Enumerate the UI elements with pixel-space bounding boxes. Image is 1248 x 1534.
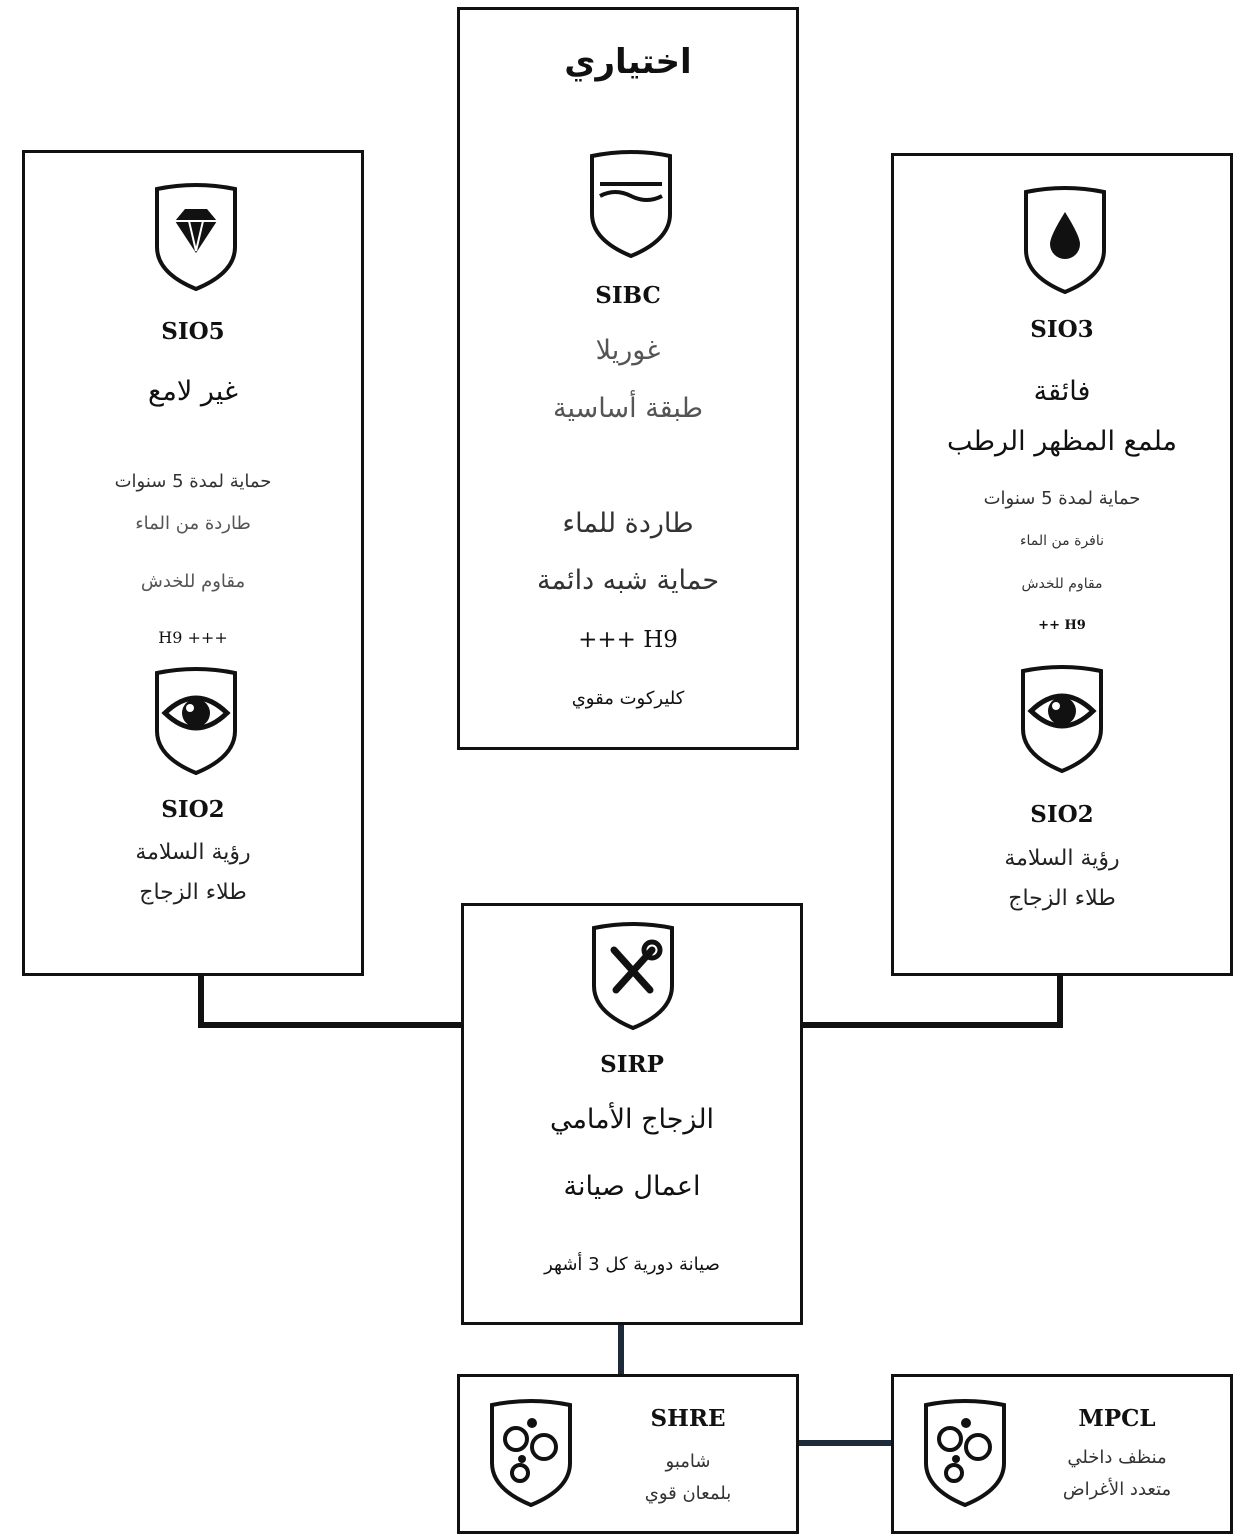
- sibc-card: [457, 7, 799, 750]
- sio5-code2: SIO2: [161, 796, 225, 823]
- bubbles-shield-icon: [920, 1397, 1010, 1507]
- sio3-finish: ملمع المظهر الرطب: [946, 426, 1177, 457]
- diamond-shield-icon: [151, 181, 241, 291]
- sio3-code: SIO3: [1030, 316, 1094, 343]
- sio5-name: غير لامع: [148, 376, 238, 407]
- sio3-name: فائقة: [1033, 376, 1091, 407]
- shre-card: [457, 1374, 799, 1534]
- eye-shield-icon: [1017, 663, 1107, 773]
- connector-right-vertical: [1057, 973, 1063, 1028]
- sibc-protection: حماية شبه دائمة: [536, 565, 720, 596]
- mpcl-line1: منظف داخلي: [1067, 1447, 1167, 1468]
- shre-line2: بلمعان قوي: [644, 1483, 732, 1504]
- sio3-vision: رؤية السلامة: [1004, 846, 1120, 871]
- sio3-glass: طلاء الزجاج: [1008, 886, 1116, 911]
- connector-right-horizontal: [800, 1022, 1063, 1028]
- sirp-schedule: صيانة دورية كل 3 أشهر: [544, 1254, 720, 1275]
- sirp-name: الزجاج الأمامي: [549, 1104, 715, 1135]
- sibc-layer: طبقة أساسية: [553, 393, 703, 424]
- water-wave-shield-icon: [586, 148, 676, 258]
- sibc-clearcoat: كليركوت مقوي: [571, 688, 685, 709]
- connector-left-vertical: [198, 973, 204, 1028]
- sio5-code: SIO5: [161, 318, 225, 345]
- tools-shield-icon: [588, 920, 678, 1030]
- sio3-card: [891, 153, 1233, 976]
- sio5-card: [22, 150, 364, 976]
- shre-line1: شامبو: [665, 1451, 711, 1472]
- eye-shield-icon: [151, 665, 241, 775]
- mpcl-card: [891, 1374, 1233, 1534]
- sirp-works: اعمال صيانة: [563, 1171, 701, 1202]
- drop-shield-icon: [1020, 184, 1110, 294]
- bubbles-shield-icon: [486, 1397, 576, 1507]
- sibc-hardness: +++ H9: [578, 627, 678, 653]
- connector-left-horizontal: [198, 1022, 464, 1028]
- optional-title: اختياري: [564, 42, 692, 82]
- sio5-scratch: مقاوم للخدش: [140, 571, 246, 592]
- sio5-vision: رؤية السلامة: [135, 840, 251, 865]
- sio3-code2: SIO2: [1030, 801, 1094, 828]
- sio3-hardness: ++ H9: [1038, 618, 1086, 633]
- sio3-water: نافرة من الماء: [1019, 533, 1105, 549]
- sirp-card: [461, 903, 803, 1325]
- sirp-code: SIRP: [600, 1051, 664, 1078]
- sibc-code: SIBC: [595, 282, 661, 309]
- sio5-protection: حماية لمدة 5 سنوات: [114, 471, 272, 492]
- sio5-water: طاردة من الماء: [135, 513, 251, 534]
- sio3-protection: حماية لمدة 5 سنوات: [983, 488, 1141, 509]
- sibc-name: غوريلا: [595, 335, 661, 366]
- sio3-scratch: مقاوم للخدش: [1021, 576, 1103, 592]
- sio5-hardness: H9 +++: [158, 628, 228, 647]
- sio5-glass: طلاء الزجاج: [139, 880, 247, 905]
- shre-code: SHRE: [650, 1405, 726, 1432]
- mpcl-line2: متعدد الأغراض: [1062, 1479, 1172, 1500]
- mpcl-code: MPCL: [1078, 1405, 1156, 1432]
- sibc-water: طاردة للماء: [562, 508, 694, 539]
- connector-bottom-vertical: [618, 1323, 624, 1378]
- connector-bottom-horizontal: [798, 1440, 894, 1446]
